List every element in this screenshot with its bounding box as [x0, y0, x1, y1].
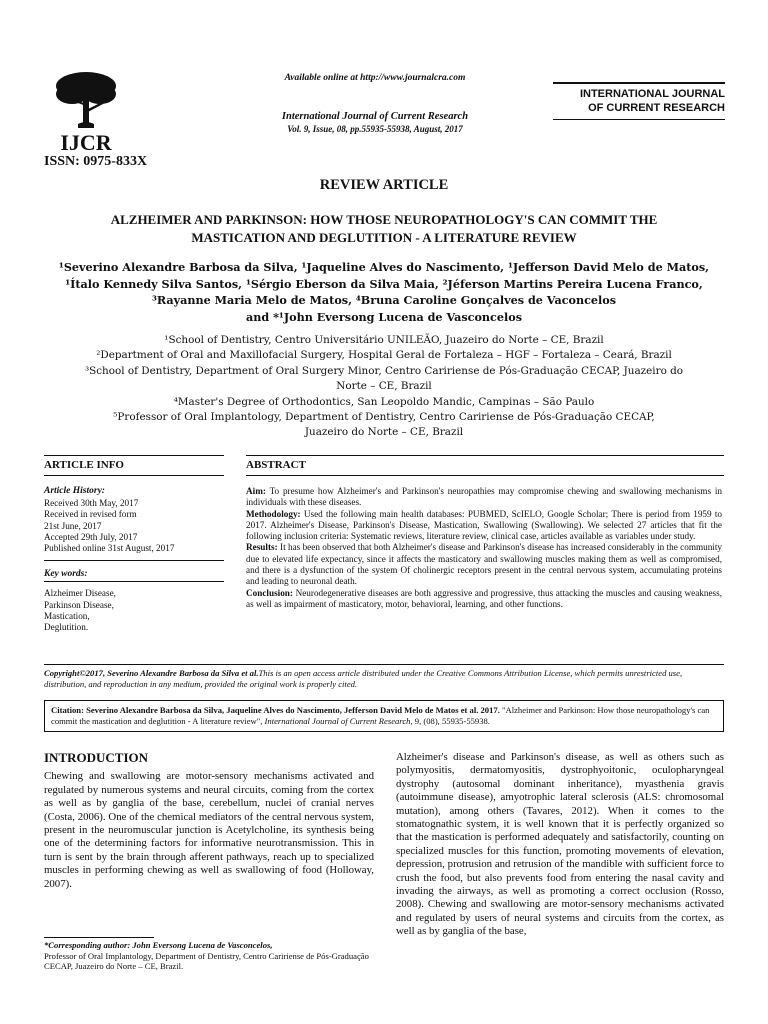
article-info — [44, 486, 224, 633]
corresponding-author-text: Professor of Oral Implantology, Department of Dentistry, Centro Caririense de Pós-Graduação CECAP, Juazeiro do Norte – CE, Brazil. — [44, 950, 369, 972]
conclusion-text: Neurodegenerative diseases are both aggressive and progressive, thus attacking the muscles and causing weakness, as well as impairment of masticatory, motor, behavioral, learning, and other functions. — [246, 587, 723, 609]
copyright-text: This is an open access article distributed under the Creative Commons Attribution License, which permits unrestricted use, distribution, and reproduction in any medium, provided the original work is properly cited. — [44, 668, 683, 689]
issn: ISSN: 0975-833X — [44, 154, 148, 169]
copyright-notice — [44, 668, 724, 690]
keywords-rule — [44, 581, 224, 582]
section-rule — [246, 455, 724, 456]
history-item: Received 30th May, 2017 — [44, 498, 139, 509]
abstract-heading: ABSTRACT — [246, 459, 306, 471]
history-item: Published online 31st August, 2017 — [44, 543, 175, 554]
abstract-methodology — [246, 509, 722, 543]
logo-lettering: IJCR — [60, 130, 112, 154]
header-rule-thin — [553, 119, 725, 120]
author-line: ¹Severino Alexandre Barbosa da Silva, ¹Jaqueline Alves do Nascimento, ¹Jefferson David Melo de Matos, — [58, 260, 710, 274]
affiliation-line: ⁴Master's Degree of Orthodontics, San Leopoldo Mandic, Campinas – São Paulo — [173, 395, 595, 408]
author-line: ¹Ítalo Kennedy Silva Santos, ¹Sérgio Eberson da Silva Maia, ²Jéferson Martins Pereira Lucena Franco, — [65, 276, 703, 291]
affiliation-line: Juazeiro do Norte – CE, Brazil — [304, 426, 464, 439]
keyword: Mastication, — [44, 610, 90, 621]
body-column-right — [396, 751, 724, 939]
citation-pages: 9, (08), 55935-55938. — [414, 716, 490, 726]
journal-title-line2: OF CURRENT RESEARCH — [588, 102, 725, 114]
history-item: 21st June, 2017 — [44, 520, 102, 531]
journal-header — [250, 72, 500, 135]
introduction-heading: INTRODUCTION — [44, 750, 149, 765]
volume-info: Vol. 9, Issue, 08, pp.55935-55938, August, 2017 — [287, 124, 463, 134]
copyright-holder: Copyright©2017, Severino Alexandre Barbosa da Silva et al. — [44, 668, 259, 678]
keywords-rule — [44, 560, 224, 561]
history-item: Accepted 29th July, 2017 — [44, 531, 138, 542]
journal-title-block — [553, 82, 725, 120]
keyword: Parkinson Disease, — [44, 599, 114, 610]
results-label: Results: — [246, 542, 278, 553]
results-text: It has been observed that both Alzheimer's disease and Parkinson's disease has increased considerably in the community due to elevated life expectancy, since it affects the masticatory and swallowing muscles making them as well as compromised, and there is a dysfunction of the system Of cholinergic receptors present in the central nervous system, accumulating proteins and leading to neuronal death. — [246, 542, 722, 587]
abstract-aim — [246, 486, 722, 509]
methodology-text: Used the following main health databases: PUBMED, ScIELO, Google Scholar; There is period from 1959 to 2017. Alzheimer's Disease, Parkinson's Disease, Mastication, Swallowing (Swallowing). We selected 27 articles that fit the following inclusion criteria: Systematic reviews, literature review, clinical case, articles available as variables under study. — [246, 508, 723, 542]
section-rule — [246, 475, 724, 476]
citation-title: "Alzheimer and Parkinson: How those neuropathology's can commit the mastication and deglutition - A literature review", — [51, 705, 710, 726]
body-paragraph: Chewing and swallowing are motor-sensory mechanisms activated and regulated by numerous systems and neural circuits, coming from the cortex as well as by ganglia of the base, cerebellum, nuclei of cranial nerves (Costa, 2006). One of the chemical mediators of the central nervous system, present in the neuromuscular junction is Acetylcholine, its synthesis being one of the determining factors for informative neurotransmission. This in turn is sent by the brain through afferent pathways, reach up to specialized muscles in performing chewing as well as swallowing of food (Holloway, 2007). — [44, 770, 374, 890]
article-info-heading: ARTICLE INFO — [44, 459, 124, 471]
abstract-results — [246, 542, 722, 587]
title-line: MASTICATION AND DEGLUTITION - A LITERATURE REVIEW — [191, 230, 577, 245]
section-rule — [44, 475, 224, 476]
affiliation-line: ⁵Professor of Oral Implantology, Department of Dentistry, Centro Caririense de Pós-Graduação CECAP, — [113, 411, 655, 424]
author-list — [40, 259, 728, 325]
keyword: Deglutition. — [44, 622, 89, 633]
keywords-label: Key words: — [44, 569, 88, 580]
journal-name: International Journal of Current Research — [281, 111, 469, 122]
section-rule — [44, 455, 224, 456]
author-line: and *¹John Eversong Lucena de Vasconcelos — [245, 309, 522, 324]
history-item: Received in revised form — [44, 509, 137, 520]
author-line: ³Rayanne Maria Melo de Matos, ⁴Bruna Caroline Gonçalves de Vaconcelos — [151, 293, 617, 307]
affiliation-line: Norte – CE, Brazil — [336, 380, 432, 393]
citation-box — [44, 700, 724, 732]
affiliation-line: ²Department of Oral and Maxillofacial Surgery, Hospital Geral de Fortaleza – HGF – Fortaleza – Ceará, Brazil — [96, 349, 672, 362]
article-title — [60, 211, 708, 247]
body-column-left — [44, 751, 374, 891]
journal-logo — [42, 66, 130, 154]
title-line: ALZHEIMER AND PARKINSON: HOW THOSE NEUROPATHOLOGY'S CAN COMMIT THE — [110, 212, 658, 227]
available-online-link[interactable]: Available online at http://www.journalcra.com — [284, 73, 466, 83]
footnote-rule — [44, 937, 154, 938]
abstract-conclusion — [246, 588, 722, 611]
journal-title-line1: INTERNATIONAL JOURNAL — [579, 88, 725, 100]
aim-label: Aim: — [246, 486, 266, 496]
corresponding-author-label: *Corresponding author: John Eversong Lucena de Vasconcelos, — [44, 940, 273, 950]
citation-authors: Citation: Severino Alexandre Barbosa da Silva, Jaqueline Alves do Nascimento, Jefferson David Melo de Matos et al. 2017. — [51, 705, 500, 715]
corresponding-author — [44, 940, 374, 972]
history-label: Article History: — [44, 486, 105, 496]
aim-text: To presume how Alzheimer's and Parkinson's neuropathies may compromise chewing and swallowing mechanisms in individuals with these diseases. — [246, 486, 722, 508]
keyword: Alzheimer Disease, — [44, 588, 116, 599]
conclusion-label: Conclusion: — [246, 587, 293, 598]
affiliation-line: ³School of Dentistry, Department of Oral Surgery Minor, Centro Caririense de Pós-Graduação CECAP, Juazeiro do — [84, 364, 684, 377]
header-rule — [553, 82, 725, 84]
affiliation-list — [40, 333, 728, 441]
article-type: REVIEW ARTICLE — [319, 177, 449, 193]
section-rule — [44, 664, 724, 665]
affiliation-line: ¹School of Dentistry, Centro Universitário UNILEÃO, Juazeiro do Norte – CE, Brazil — [164, 334, 604, 346]
methodology-label: Methodology: — [246, 508, 301, 519]
citation-journal: International Journal of Current Research, — [264, 716, 413, 726]
body-paragraph: Alzheimer's disease and Parkinson's disease, as well as others such as polymyositis, dermatomyositis, dystrophyoitonic, oculopharyngeal dystrophy (autosomal dominant inheritance), myasthenia gravis (autoimmune disease), amyotrophic lateral sclerosis (ALS: chromosomal mutation), among others (Tavares, 2012). When it comes to the stomatognathic system, it is well known that it is perfectly organized so that the mastication is performed adequately and satisfactorily, counting on specialized muscles for this function, promoting movements of elevation, depression, protrusion and retrusion of the mandible with sufficient force to crush the food, but also prevents food from entering the nasal cavity and invading the airways, as well as promoting a correct occlusion (Rosso, 2008). Chewing and swallowing are motor-sensory mechanisms activated and regulated by users of neural systems and circuits from the cortex, as well as by ganglia of the base, — [396, 751, 724, 938]
abstract-body — [246, 486, 722, 610]
